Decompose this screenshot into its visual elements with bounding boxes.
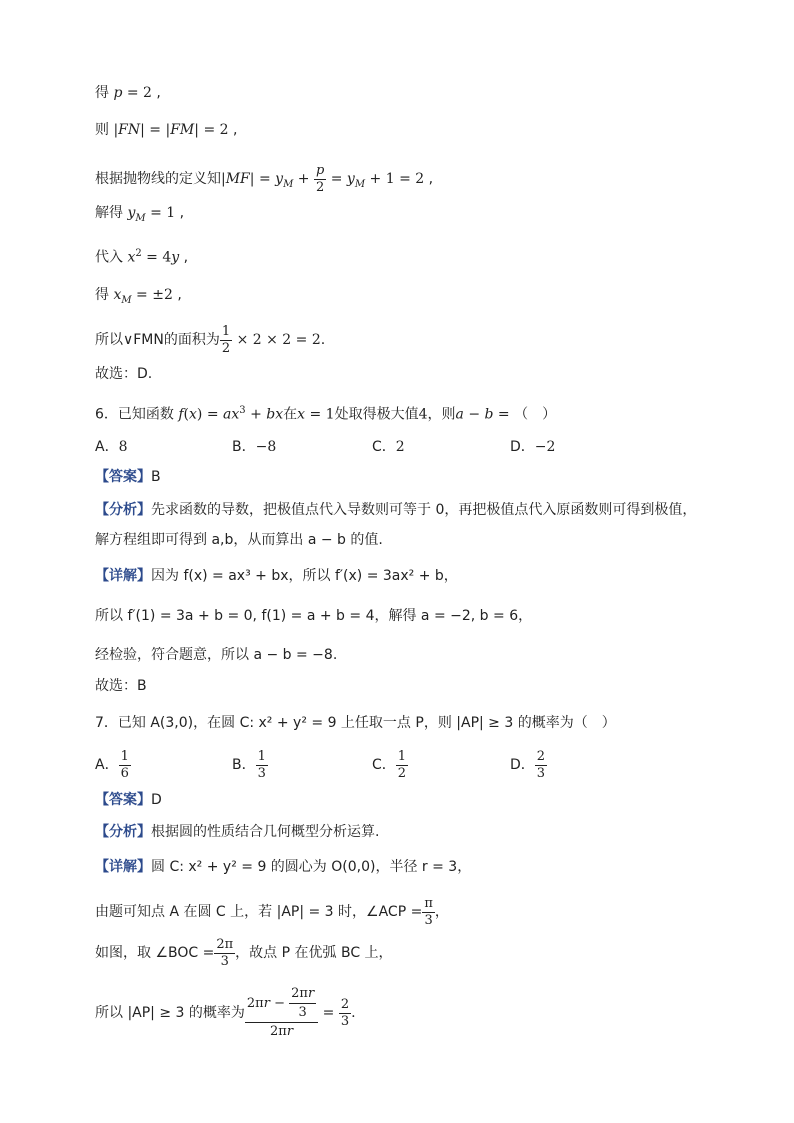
fraction-probability: 2πr − $\frac{2\pi r}{3}$ 2πr <box>245 985 318 1041</box>
q6-answer: 【答案】B <box>95 469 161 485</box>
line-area: 所以∨FMN的面积为 $\frac{1}{2}$ × 2 × 2 = 2. <box>95 323 326 356</box>
q6-option-d[interactable]: D．−2 <box>510 439 556 455</box>
fraction-p-over-2: $\frac{p}{2}$ <box>315 162 325 195</box>
fraction-pi-over-3: $\frac{\pi}{3}$ <box>424 895 433 928</box>
q7-detail-line-1: 【详解】圆 C: x² + y² = 9 的圆心为 O(0,0)，半径 r = 3， <box>95 859 472 875</box>
q6-choose: 故选：B <box>95 678 147 694</box>
q6-detail-line-2: 所以 f′(1) = 3a + b = 0, f(1) = a + b = 4，解得 a = −2, b = 6， <box>95 608 533 624</box>
q7-option-c[interactable]: C． $\frac{1}{2}$ <box>372 748 407 781</box>
question-7-stem: 7．已知 A(3,0)，在圆 C: x² + y² = 9 上任取一点 P，则 |AP| ≥ 3 的概率为（ ） <box>95 715 616 731</box>
q7-option-b[interactable]: B． $\frac{1}{3}$ <box>232 748 266 781</box>
line-fn-fm: 则 |FN| = |FM| = 2 , <box>95 122 238 138</box>
q7-detail-line-4: 所以 |AP| ≥ 3 的概率为 2πr − $\frac{2\pi r}{3}$ 2πr = $\frac{2}{3}$ . <box>95 986 356 1039</box>
q6-option-b[interactable]: B．−8 <box>232 439 277 455</box>
q6-analysis-line-2: 解方程组即可得到 a,b，从而算出 a − b 的值. <box>95 532 383 548</box>
q7-option-d[interactable]: D． $\frac{2}{3}$ <box>510 748 546 781</box>
q6-option-c[interactable]: C．2 <box>372 439 405 455</box>
line-substitute: 代入 $x^2 = 4y$ , <box>95 248 189 266</box>
q6-analysis-line-1: 【分析】先求函数的导数，把极值点代入导数则可等于 0，再把极值点代入原函数则可得到极值， <box>95 502 697 518</box>
fraction-2pi-over-3: $\frac{2\pi}{3}$ <box>216 936 234 969</box>
q7-analysis: 【分析】根据圆的性质结合几何概型分析运算. <box>95 824 380 840</box>
line-solve-ym: 解得 $y_M = 1$ , <box>95 205 185 224</box>
q6-detail-line-1: 【详解】因为 f(x) = ax³ + bx，所以 f′(x) = 3ax² + b， <box>95 568 458 584</box>
q6-option-a[interactable]: A．8 <box>95 439 128 455</box>
question-6-stem: 6．已知函数 $f(x) = ax^3$ + bx在x = 1处取得极大值4，则a − b = （ ） <box>95 405 557 423</box>
line-parabola-definition: 根据抛物线的定义知$|MF| = y_M$ + $\frac{p}{2}$ = $y_M + 1 = 2$ , <box>95 162 434 195</box>
q6-detail-line-3: 经检验，符合题意，所以 a − b = −8. <box>95 647 338 663</box>
line-xm: 得 $x_M = \pm 2$ , <box>95 287 182 306</box>
fraction-one-half: $\frac{1}{2}$ <box>221 323 231 356</box>
q7-answer: 【答案】D <box>95 792 162 808</box>
q7-option-a[interactable]: A． $\frac{1}{6}$ <box>95 748 129 781</box>
q7-detail-line-3: 如图，取 ∠BOC = $\frac{2\pi}{3}$ ，故点 P 在优弧 BC 上， <box>95 936 393 969</box>
line-p-value: 得 p = 2 , <box>95 85 161 101</box>
line-choose-d: 故选：D. <box>95 366 153 382</box>
q7-detail-line-2: 由题可知点 A 在圆 C 上，若 |AP| = 3 时，∠ACP = $\frac{\pi}{3}$ ， <box>95 895 449 928</box>
